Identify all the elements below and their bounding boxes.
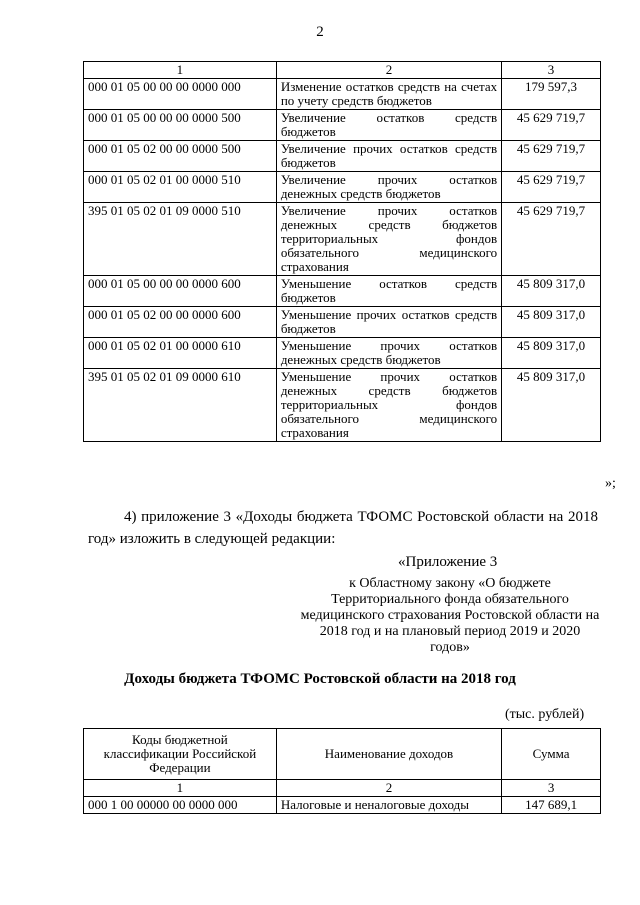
row-sum: 45 629 719,7 — [502, 141, 601, 172]
document-title: Доходы бюджета ТФОМС Ростовской области на 2018 год — [124, 671, 516, 687]
closing-quote: »; — [605, 476, 616, 491]
row-code: 395 01 05 02 01 09 0000 510 — [84, 203, 277, 276]
row-code: 000 01 05 02 00 00 0000 600 — [84, 307, 277, 338]
column-number-2: 2 — [276, 780, 501, 797]
row-name: Уменьшение прочих остатков денежных средств бюджетов территориальных фондов обязательного медицинского страхования — [276, 369, 501, 442]
row-sum: 45 809 317,0 — [502, 276, 601, 307]
table-row — [84, 110, 601, 141]
row-sum: 45 809 317,0 — [502, 338, 601, 369]
sources-table — [83, 61, 601, 442]
row-sum: 45 629 719,7 — [502, 110, 601, 141]
row-name: Изменение остатков средств на счетах по учету средств бюджетов — [276, 79, 501, 110]
row-code: 000 01 05 00 00 00 0000 500 — [84, 110, 277, 141]
table-row — [84, 79, 601, 110]
row-code: 000 1 00 00000 00 0000 000 — [84, 797, 277, 814]
row-sum: 45 809 317,0 — [502, 307, 601, 338]
column-number-2: 2 — [276, 62, 501, 79]
header-sum: Сумма — [502, 729, 601, 780]
table-row — [84, 172, 601, 203]
table-row — [84, 203, 601, 276]
amendment-paragraph: 4) приложение 3 «Доходы бюджета ТФОМС Ростовской области на 2018 год» изложить в следующей редакции: — [88, 509, 598, 547]
row-code: 395 01 05 02 01 09 0000 610 — [84, 369, 277, 442]
table-row — [84, 797, 601, 814]
row-code: 000 01 05 02 00 00 0000 500 — [84, 141, 277, 172]
row-sum: 147 689,1 — [502, 797, 601, 814]
row-sum: 45 629 719,7 — [502, 203, 601, 276]
row-name: Увеличение прочих остатков денежных средств бюджетов территориальных фондов обязательного медицинского страхования — [276, 203, 501, 276]
table-row — [84, 276, 601, 307]
income-table — [83, 728, 601, 814]
row-name: Увеличение прочих остатков средств бюджетов — [276, 141, 501, 172]
row-code: 000 01 05 00 00 00 0000 000 — [84, 79, 277, 110]
table-header-row — [84, 62, 601, 79]
row-name: Уменьшение остатков средств бюджетов — [276, 276, 501, 307]
row-name: Налоговые и неналоговые доходы — [276, 797, 501, 814]
table-number-row — [84, 780, 601, 797]
table-header-row — [84, 729, 601, 780]
row-name: Увеличение остатков средств бюджетов — [276, 110, 501, 141]
column-number-3: 3 — [502, 62, 601, 79]
row-name: Уменьшение прочих остатков средств бюджетов — [276, 307, 501, 338]
row-name: Уменьшение прочих остатков денежных средств бюджетов — [276, 338, 501, 369]
row-name: Увеличение прочих остатков денежных средств бюджетов — [276, 172, 501, 203]
column-number-3: 3 — [502, 780, 601, 797]
column-number-1: 1 — [84, 780, 277, 797]
unit-label: (тыс. рублей) — [505, 707, 585, 722]
row-code: 000 01 05 02 01 00 0000 610 — [84, 338, 277, 369]
header-codes: Коды бюджетной классификации Российской Федерации — [84, 729, 277, 780]
row-sum: 179 597,3 — [502, 79, 601, 110]
appendix-reference: к Областному закону «О бюджете Территориального фонда обязательного медицинского страхования Ростовской области на 2018 год и на плановый период 2019 и 2020 годов» — [300, 576, 600, 655]
row-code: 000 01 05 00 00 00 0000 600 — [84, 276, 277, 307]
header-income-name: Наименование доходов — [276, 729, 501, 780]
row-code: 000 01 05 02 01 00 0000 510 — [84, 172, 277, 203]
table-row — [84, 141, 601, 172]
row-sum: 45 809 317,0 — [502, 369, 601, 442]
table-row — [84, 338, 601, 369]
table-row — [84, 369, 601, 442]
table-row — [84, 307, 601, 338]
column-number-1: 1 — [84, 62, 277, 79]
appendix-title: «Приложение 3 — [398, 554, 498, 570]
page-number: 2 — [316, 24, 324, 40]
row-sum: 45 629 719,7 — [502, 172, 601, 203]
